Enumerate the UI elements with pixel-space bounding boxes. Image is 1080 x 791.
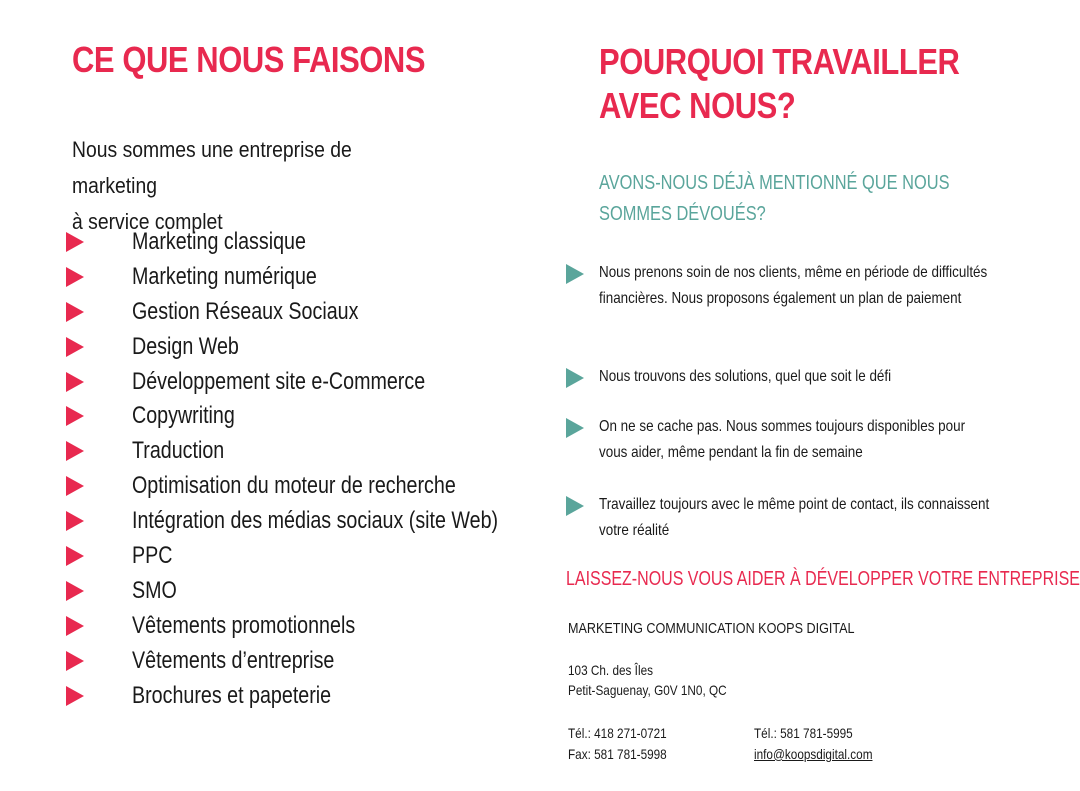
why-us-title: [599, 40, 1019, 128]
triangle-right-icon: [66, 232, 84, 252]
why-us-column: [566, 40, 1080, 762]
service-label: Vêtements d’entreprise: [132, 646, 335, 674]
reason-text: Travaillez toujours avec le même point de contact, ils connaissent votre réalité: [599, 496, 990, 539]
service-label: Optimisation du moteur de recherche: [132, 472, 456, 500]
triangle-right-icon: [66, 511, 84, 531]
services-title: CE QUE NOUS FAISONS: [72, 39, 426, 80]
reason-text: Nous trouvons des solutions, quel que soit le défi: [599, 368, 892, 385]
fax: Fax: 581 781-5998: [568, 746, 667, 762]
service-label: Développement site e-Commerce: [132, 367, 426, 395]
triangle-right-icon: [66, 546, 84, 566]
service-label: Brochures et papeterie: [132, 681, 332, 709]
service-label: Design Web: [132, 332, 239, 360]
subtitle-line-2: SOMMES DÉVOUÉS?: [599, 203, 766, 225]
service-label: SMO: [132, 576, 177, 604]
service-label: Marketing numérique: [132, 262, 317, 290]
why-us-title-line-2: AVEC NOUS?: [599, 85, 796, 126]
address-line-1: 103 Ch. des Îles: [568, 662, 653, 678]
contact-block-1: [568, 723, 667, 765]
why-us-subtitle: [599, 168, 960, 230]
triangle-right-icon: [66, 581, 84, 601]
service-label: Traduction: [132, 437, 225, 465]
company-name: MARKETING COMMUNICATION KOOPS DIGITAL: [568, 620, 855, 637]
triangle-right-icon: [66, 476, 84, 496]
why-us-title-line-1: POURQUOI TRAVAILLER: [599, 41, 960, 82]
triangle-right-icon: [66, 267, 84, 287]
email-link[interactable]: info@koopsdigital.com: [754, 746, 873, 762]
phone-2: Tél.: 581 781-5995: [754, 725, 853, 741]
intro-line-1: Nous sommes une entreprise de marketing: [72, 137, 352, 198]
reason-text: On ne se cache pas. Nous sommes toujours disponibles pour vous aider, même pendant la fin de semaine: [599, 418, 966, 461]
triangle-right-icon: [566, 496, 584, 516]
triangle-right-icon: [66, 406, 84, 426]
intro-text: [72, 132, 442, 240]
triangle-right-icon: [66, 302, 84, 322]
service-label: PPC: [132, 542, 173, 570]
triangle-right-icon: [66, 686, 84, 706]
address: [568, 660, 727, 700]
triangle-right-icon: [66, 372, 84, 392]
triangle-right-icon: [66, 651, 84, 671]
service-label: Marketing classique: [132, 228, 306, 255]
triangle-right-icon: [566, 418, 584, 438]
service-label: Copywriting: [132, 402, 235, 430]
intro-line-2: à service complet: [72, 209, 223, 234]
triangle-right-icon: [66, 337, 84, 357]
triangle-right-icon: [66, 616, 84, 636]
why-us-title-text: [599, 40, 995, 128]
phone-1: Tél.: 418 271-0721: [568, 725, 667, 741]
address-line-2: Petit-Saguenay, G0V 1N0, QC: [568, 682, 727, 698]
service-label: Gestion Réseaux Sociaux: [132, 297, 359, 325]
contact-block-2: [754, 723, 872, 765]
service-label: Vêtements promotionnels: [132, 611, 356, 639]
subtitle-line-1: AVONS-NOUS DÉJÀ MENTIONNÉ QUE NOUS: [599, 172, 950, 194]
reason-text: Nous prenons soin de nos clients, même en période de difficultés financières. Nous proposons également un plan de paiement: [599, 264, 988, 307]
triangle-right-icon: [566, 368, 584, 388]
triangle-right-icon: [66, 441, 84, 461]
services-column: [72, 39, 532, 709]
service-label: Intégration des médias sociaux (site Web): [132, 507, 499, 535]
call-to-action: LAISSEZ-NOUS VOUS AIDER À DÉVELOPPER VOTRE ENTREPRISE: [566, 568, 1080, 590]
triangle-right-icon: [566, 264, 584, 284]
